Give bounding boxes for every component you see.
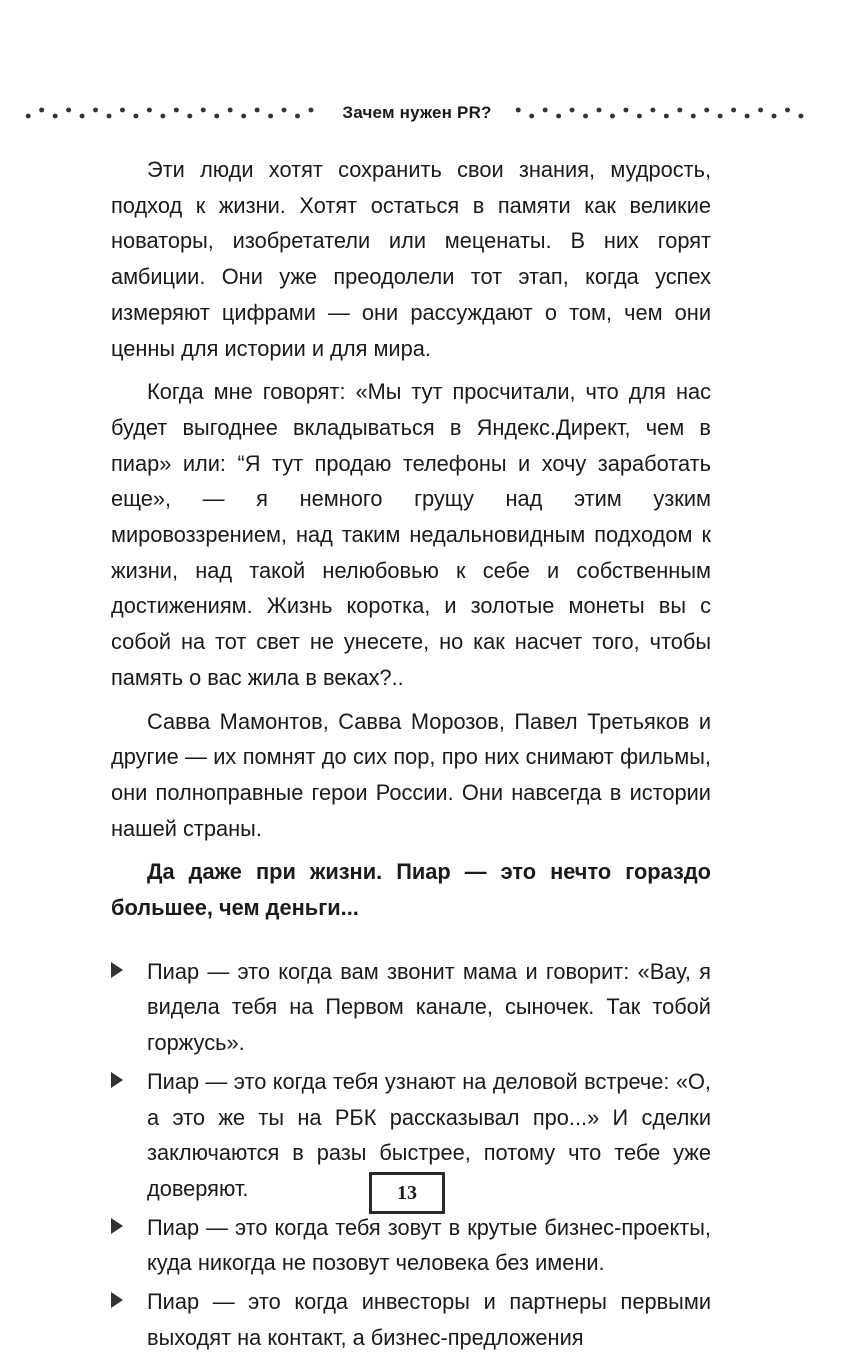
dotted-ornament-right <box>512 103 812 123</box>
triangle-bullet-icon <box>111 1218 123 1234</box>
dotted-ornament-left <box>22 103 322 123</box>
paragraph-1: Эти люди хотят сохранить свои знания, мудрость, подход к жизни. Хотят остаться в памяти как великие новаторы, изобретатели или меценаты. В них горят амбиции. Они уже преодолели тот этап, когда успех измеряют цифрами — они рассуждают о том, чем они ценны для истории и для мира. <box>111 157 711 361</box>
triangle-bullet-icon <box>111 1072 123 1088</box>
list-item-text: Пиар — это когда вам звонит мама и говорит: «Вау, я видела тебя на Первом канале, сыночек. Так тобой горжусь». <box>147 958 711 1056</box>
page-number: 13 <box>369 1172 445 1214</box>
running-title: Зачем нужен PR? <box>342 103 492 122</box>
bullet-list <box>111 954 711 1356</box>
triangle-bullet-icon <box>111 1292 123 1308</box>
triangle-bullet-icon <box>111 962 123 978</box>
list-item-text: Пиар — это когда инвесторы и партнеры первыми выходят на контакт, а бизнес-предложения <box>147 1289 711 1350</box>
list-item-text: Пиар — это когда тебя зовут в крутые бизнес-проекты, куда никогда не позовут человека без имени. <box>147 1214 711 1276</box>
paragraph-bold-lead: Да даже при жизни. Пиар — это нечто гораздо большее, чем деньги... <box>111 859 711 921</box>
list-item <box>111 954 711 1061</box>
running-header <box>22 96 812 130</box>
paragraph-2: Когда мне говорят: «Мы тут просчитали, что для нас будет выгоднее вкладываться в Яндекс.Директ, чем в пиар» или: “Я тут продаю телефоны и хочу заработать еще», — я немного грущу над этим узким мировоззрением, над таким недальновидным подходом к жизни, над такой нелюбовью к себе и собственным достижениям. Жизнь коротка, и золотые монеты вы с собой на тот свет не унесете, но как насчет того, чтобы память о вас жила в веках?.. <box>111 379 711 690</box>
paragraph-3: Савва Мамонтов, Савва Морозов, Павел Третьяков и другие — их помнят до сих пор, про них снимают фильмы, они полноправные герои России. Они навсегда в истории нашей страны. <box>111 708 711 841</box>
list-item <box>111 1284 711 1355</box>
list-item-text: Пиар — это когда тебя узнают на деловой встрече: «О, а это же ты на РБК рассказывал про...» И сделки заключаются в разы быстрее, потому что тебе уже доверяют. <box>147 1068 711 1201</box>
list-item <box>111 1210 711 1281</box>
